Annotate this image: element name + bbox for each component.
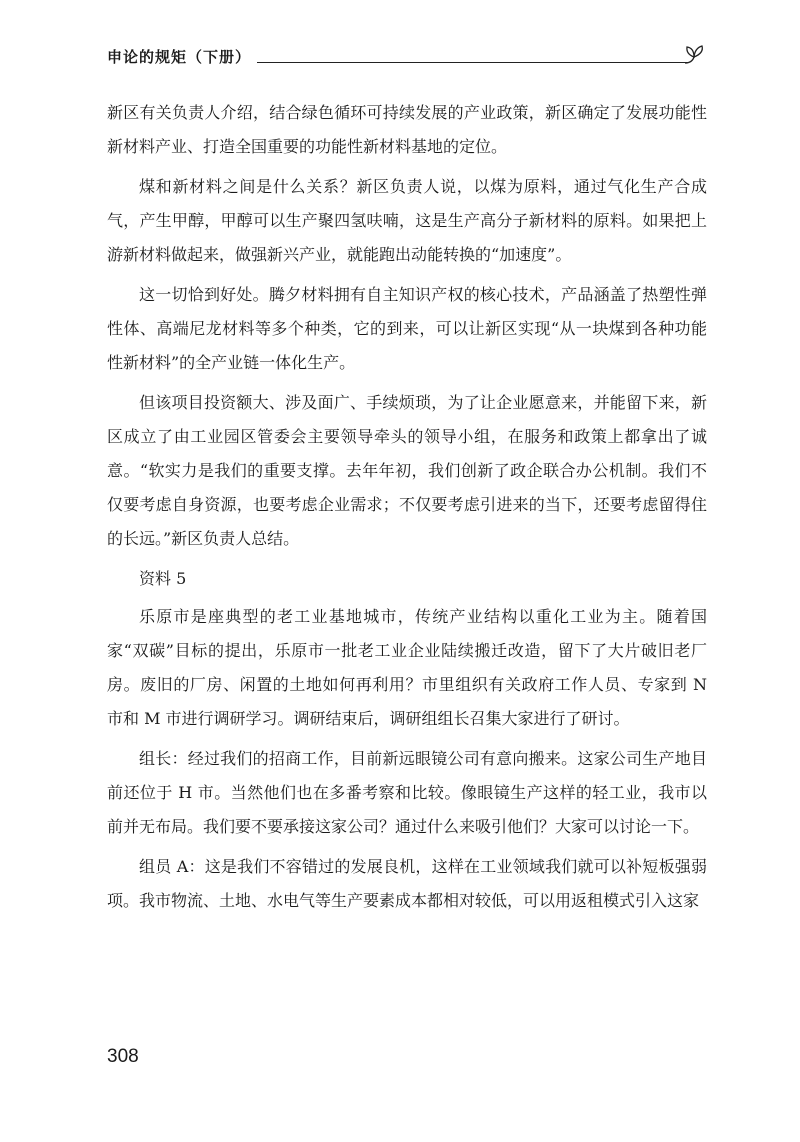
- book-title: 申论的规矩（下册）: [107, 48, 252, 66]
- paragraph-continued: 新区有关负责人介绍，结合绿色循环可持续发展的产业政策，新区确定了发展功能性新材料产业、打造全国重要的功能性新材料基地的定位。: [107, 103, 707, 156]
- paragraph: 组长：经过我们的招商工作，目前新远眼镜公司有意向搬来。这家公司生产地目前还位于 H 市。当然他们也在多番考察和比较。像眼镜生产这样的轻工业，我市以前并无布局。我们要不要承接这家公司？通过什么来吸引他们？大家可以讨论一下。: [107, 749, 707, 836]
- body-text: [107, 96, 707, 924]
- paragraph: 煤和新材料之间是什么关系？新区负责人说，以煤为原料，通过气化生产合成气，产生甲醇，甲醇可以生产聚四氢呋喃，这是生产高分子新材料的原料。如果把上游新材料做起来，做强新兴产业，就能跑出动能转换的“加速度”。: [107, 177, 707, 264]
- section-label: 资料 5: [139, 569, 187, 588]
- paragraph: 但该项目投资额大、涉及面广、手续烦琐，为了让企业愿意来，并能留下来，新区成立了由工业园区管委会主要领导牵头的领导小组，在服务和政策上都拿出了诚意。“软实力是我们的重要支撑。去年年初，我们创新了政企联合办公机制。我们不仅要考虑自身资源，也要考虑企业需求；不仅要考虑引进来的当下，还要考虑留得住的长远。”新区负责人总结。: [107, 393, 707, 548]
- page-number: 308: [107, 1046, 139, 1067]
- paragraph: 乐原市是座典型的老工业基地城市，传统产业结构以重化工业为主。随着国家“双碳”目标的提出，乐原市一批老工业企业陆续搬迁改造，留下了大片破旧老厂房。废旧的厂房、闲置的土地如何再利用？市里组织有关政府工作人员、专家到 N 市和 M 市进行调研学习。调研结束后，调研组组长召集大家进行了研讨。: [107, 607, 707, 728]
- running-header: [107, 42, 707, 72]
- header-rule: [257, 62, 689, 63]
- paragraph: 组员 A：这是我们不容错过的发展良机，这样在工业领域我们就可以补短板强弱项。我市物流、土地、水电气等生产要素成本都相对较低，可以用返租模式引入这家: [107, 857, 707, 910]
- paragraph: 这一切恰到好处。腾夕材料拥有自主知识产权的核心技术，产品涵盖了热塑性弹性体、高端尼龙材料等多个种类，它的到来，可以让新区实现“从一块煤到各种功能性新材料”的全产业链一体化生产。: [107, 285, 707, 372]
- sprout-icon: [681, 42, 707, 68]
